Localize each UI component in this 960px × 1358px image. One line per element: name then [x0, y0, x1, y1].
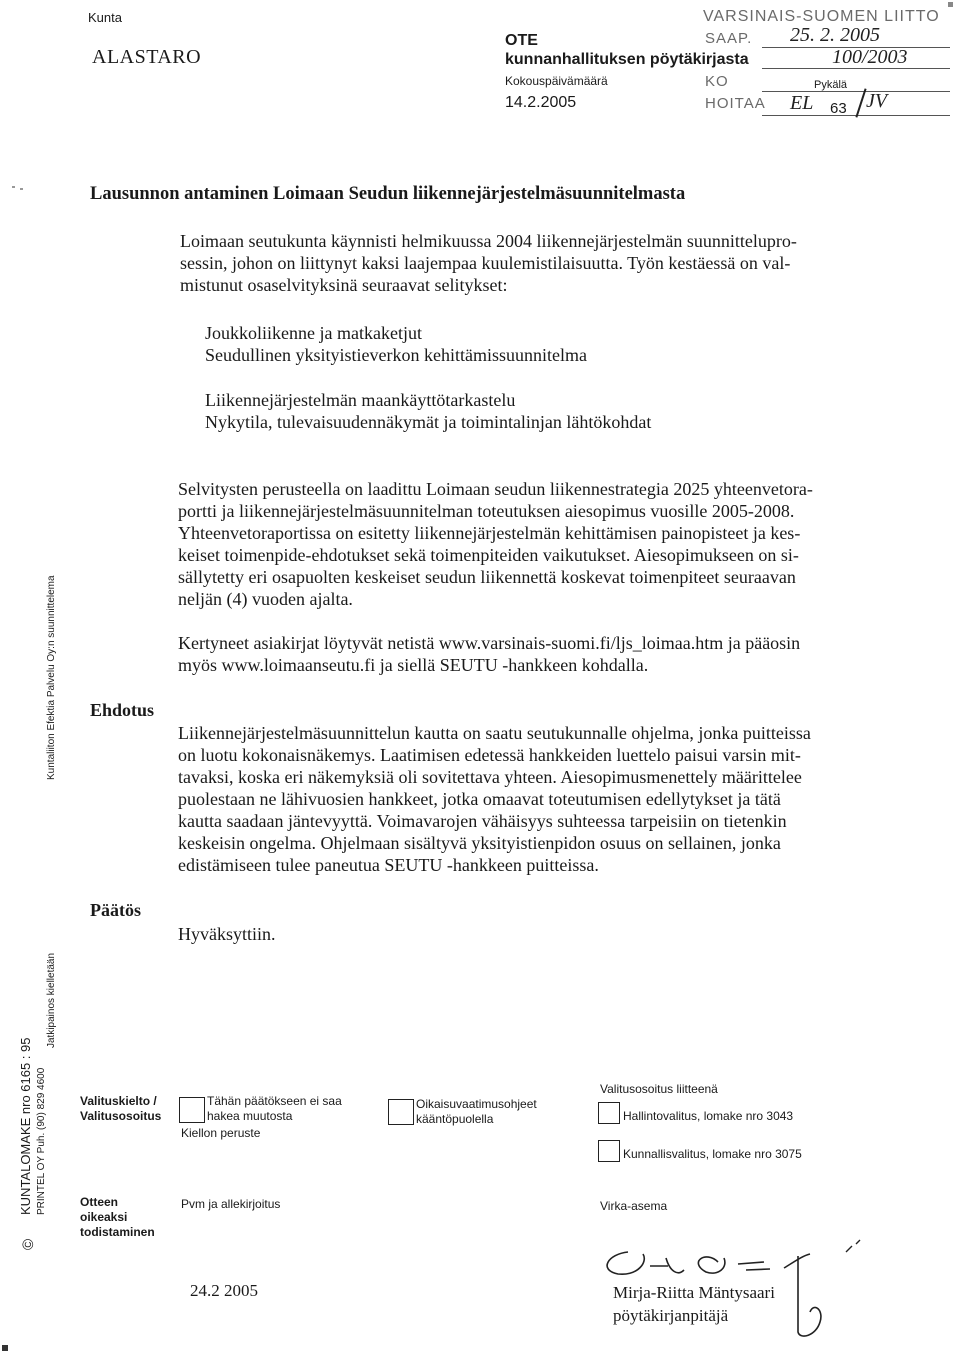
document-title: Lausunnon antaminen Loimaan Seudun liikennejärjestelmäsuunnitelmasta — [90, 184, 686, 204]
stamp-ko-label: KO — [705, 73, 729, 90]
pykala-value: 63 — [830, 100, 847, 117]
kunta-label: Kunta — [88, 10, 122, 25]
signature-stroke — [650, 1258, 684, 1273]
signature-stroke — [698, 1257, 725, 1273]
rectification-checkbox[interactable] — [388, 1099, 414, 1125]
printer-info: PRINTEL OY Puh. (90) 829 4600 — [36, 1067, 47, 1215]
report-list-1 — [205, 322, 587, 366]
municipal-appeal-label: Kunnallisvalitus, lomake nro 3075 — [623, 1147, 802, 1161]
report-list-2 — [205, 389, 651, 433]
pykala-label: Pykälä — [814, 79, 848, 91]
appeal-instructions-label: Valitusosoitus liitteenä — [600, 1082, 718, 1096]
ehdotus-line: keskeisin ongelma. Ohjelmaan sisältyvä yksityistienpidon osuus on sellainen, jonka — [178, 833, 781, 853]
diary-number-handwritten: 100/2003 — [832, 46, 908, 68]
handler-initials-handwritten: EL — [790, 92, 814, 114]
scan-speck — [12, 186, 15, 188]
signature-stroke — [846, 1240, 860, 1252]
certification-label: Otteen — [80, 1195, 119, 1209]
rectification-text: Oikaisuvaatimusohjeet — [416, 1097, 537, 1111]
form-designer-note: Kuntaliiton Efektia Palvelu Oy:n suunnittelema — [46, 575, 57, 780]
strategy-line: sällytetty eri osapuolten keskeiset seudun liikennettä koskevat toimenpiteet seuraavan — [178, 567, 796, 587]
ehdotus-line: kautta saadaan jäntevyyttä. Voimavarojen vähäisyys suhteessa tarpeisiin on tietenkin — [178, 811, 787, 831]
paatos-label: Päätös — [90, 900, 141, 920]
form-number: KUNTALOMAKE nro 6165 : 95 — [18, 1037, 33, 1215]
municipality-name: ALASTARO — [92, 46, 202, 68]
intro-line: sessin, johon on liittynyt kaksi laajempaa kuulemistilaisuutta. Työn kestäessä on val- — [180, 253, 791, 273]
intro-paragraph — [180, 230, 797, 296]
signer-name: Mirja-Riitta Mäntysaari — [613, 1283, 775, 1302]
intro-line: Loimaan seutukunta käynnisti helmikuussa 2004 liikennejärjestelmän suunnittelupro- — [180, 231, 797, 251]
report-list-item: Seudullinen yksityistieverkon kehittämissuunnitelma — [205, 345, 587, 365]
ehdotus-line: edistämiseen tulee paneutua SEUTU -hankkeen puitteissa. — [178, 855, 599, 875]
strategy-line: neljän (4) vuoden ajalta. — [178, 589, 353, 609]
strategy-line: portti ja liikennejärjestelmäsuunnitelman toteutuksen aiesopimus vuosille 2005-2008. — [178, 501, 795, 521]
copyright-symbol: © — [20, 1238, 37, 1250]
documents-paragraph — [178, 632, 800, 676]
received-date-handwritten: 25. 2. 2005 — [790, 24, 880, 46]
administrative-appeal-label: Hallintovalitus, lomake nro 3043 — [623, 1109, 794, 1123]
signature-stroke — [784, 1254, 821, 1336]
scan-speck — [2, 1345, 8, 1351]
strategy-paragraph — [178, 478, 813, 610]
signature-stroke — [738, 1262, 770, 1270]
no-appeal-text: Tähän päätökseen ei saa — [207, 1094, 342, 1108]
stamp-handler-label: HOITAA — [705, 95, 766, 112]
stamp-organization: VARSINAIS-SUOMEN LIITTO — [703, 8, 940, 25]
documents-line: myös www.loimaanseutu.fi ja siellä SEUTU -hankkeen kohdalla. — [178, 655, 649, 675]
signer-title: pöytäkirjanpitäjä — [613, 1306, 729, 1325]
meeting-date-label: Kokouspäivämäärä — [505, 74, 608, 88]
ehdotus-line: puolestaan ne lähivuosien hankkeet, jotka omaavat toteutumisen edellytykset ja tätä — [178, 789, 781, 809]
ote-label: OTE — [505, 32, 538, 49]
certification-label: todistaminen — [80, 1225, 155, 1239]
handler-suffix-handwritten: JV — [866, 90, 888, 112]
ehdotus-label: Ehdotus — [90, 700, 155, 720]
reprint-prohibited-note: Jatkipainos kielletään — [46, 952, 57, 1048]
strategy-line: keiset toimenpide-ehdotukset sekä toimenpiteiden vaikutukset. Aiesopimukseen on si- — [178, 545, 799, 565]
intro-line: mistunut osaselvityksinä seuraavat selitykset: — [180, 275, 508, 295]
kiellon-peruste-label: Kiellon peruste — [181, 1126, 261, 1140]
valitusosoitus-label: Valitusosoitus — [80, 1109, 162, 1123]
certification-date: 24.2 2005 — [190, 1281, 258, 1300]
report-list-item: Nykytila, tulevaisuudennäkymät ja toimintalinjan lähtökohdat — [205, 412, 652, 432]
decision-text: Hyväksyttiin. — [178, 924, 276, 944]
report-list-item: Joukkoliikenne ja matkaketjut — [205, 323, 422, 343]
valituskielto-label: Valituskielto / — [80, 1094, 157, 1108]
ehdotus-paragraph — [178, 722, 811, 876]
certification-label: oikeaksi — [80, 1210, 128, 1224]
date-signature-label: Pvm ja allekirjoitus — [181, 1197, 281, 1211]
stamp-received-label: SAAP. — [705, 30, 753, 47]
rectification-text: kääntöpuolella — [416, 1112, 494, 1126]
scan-speck — [948, 2, 953, 7]
ehdotus-line: Liikennejärjestelmäsuunnittelun kautta on saatu seutukunnalle ohjelma, jonka puitteissa — [178, 723, 811, 743]
ehdotus-line: tavaksi, koska eri näkemyksiä oli sovitettava yhteen. Aiesopimusmenettely määrittelee — [178, 767, 802, 787]
strategy-line: Selvitysten perusteella on laadittu Loimaan seudun liikennestrategia 2025 yhteenvetora- — [178, 479, 813, 499]
minutes-title: kunnanhallituksen pöytäkirjasta — [505, 51, 749, 68]
administrative-appeal-checkbox[interactable] — [598, 1102, 620, 1124]
ehdotus-line: on luotu kokonaisnäkemys. Laatimisen edetessä hankkeiden luettelo paisui varsin mit- — [178, 745, 801, 765]
scan-speck — [20, 188, 23, 190]
meeting-date-value: 14.2.2005 — [505, 94, 577, 111]
documents-line: Kertyneet asiakirjat löytyvät netistä www.varsinais-suomi.fi/ljs_loimaa.htm ja pääosin — [178, 633, 801, 653]
stamp-slash — [855, 88, 866, 117]
report-list-item: Liikennejärjestelmän maankäyttötarkastelu — [205, 390, 516, 410]
position-label: Virka-asema — [600, 1199, 668, 1213]
signature-stroke — [607, 1252, 644, 1274]
municipal-appeal-checkbox[interactable] — [598, 1140, 620, 1162]
no-appeal-checkbox[interactable] — [179, 1097, 205, 1123]
strategy-line: Yhteenvetoraportissa on esitetty liikennejärjestelmän kehittämisen painopisteet ja kes- — [178, 523, 801, 543]
no-appeal-text: hakea muutosta — [207, 1109, 293, 1123]
